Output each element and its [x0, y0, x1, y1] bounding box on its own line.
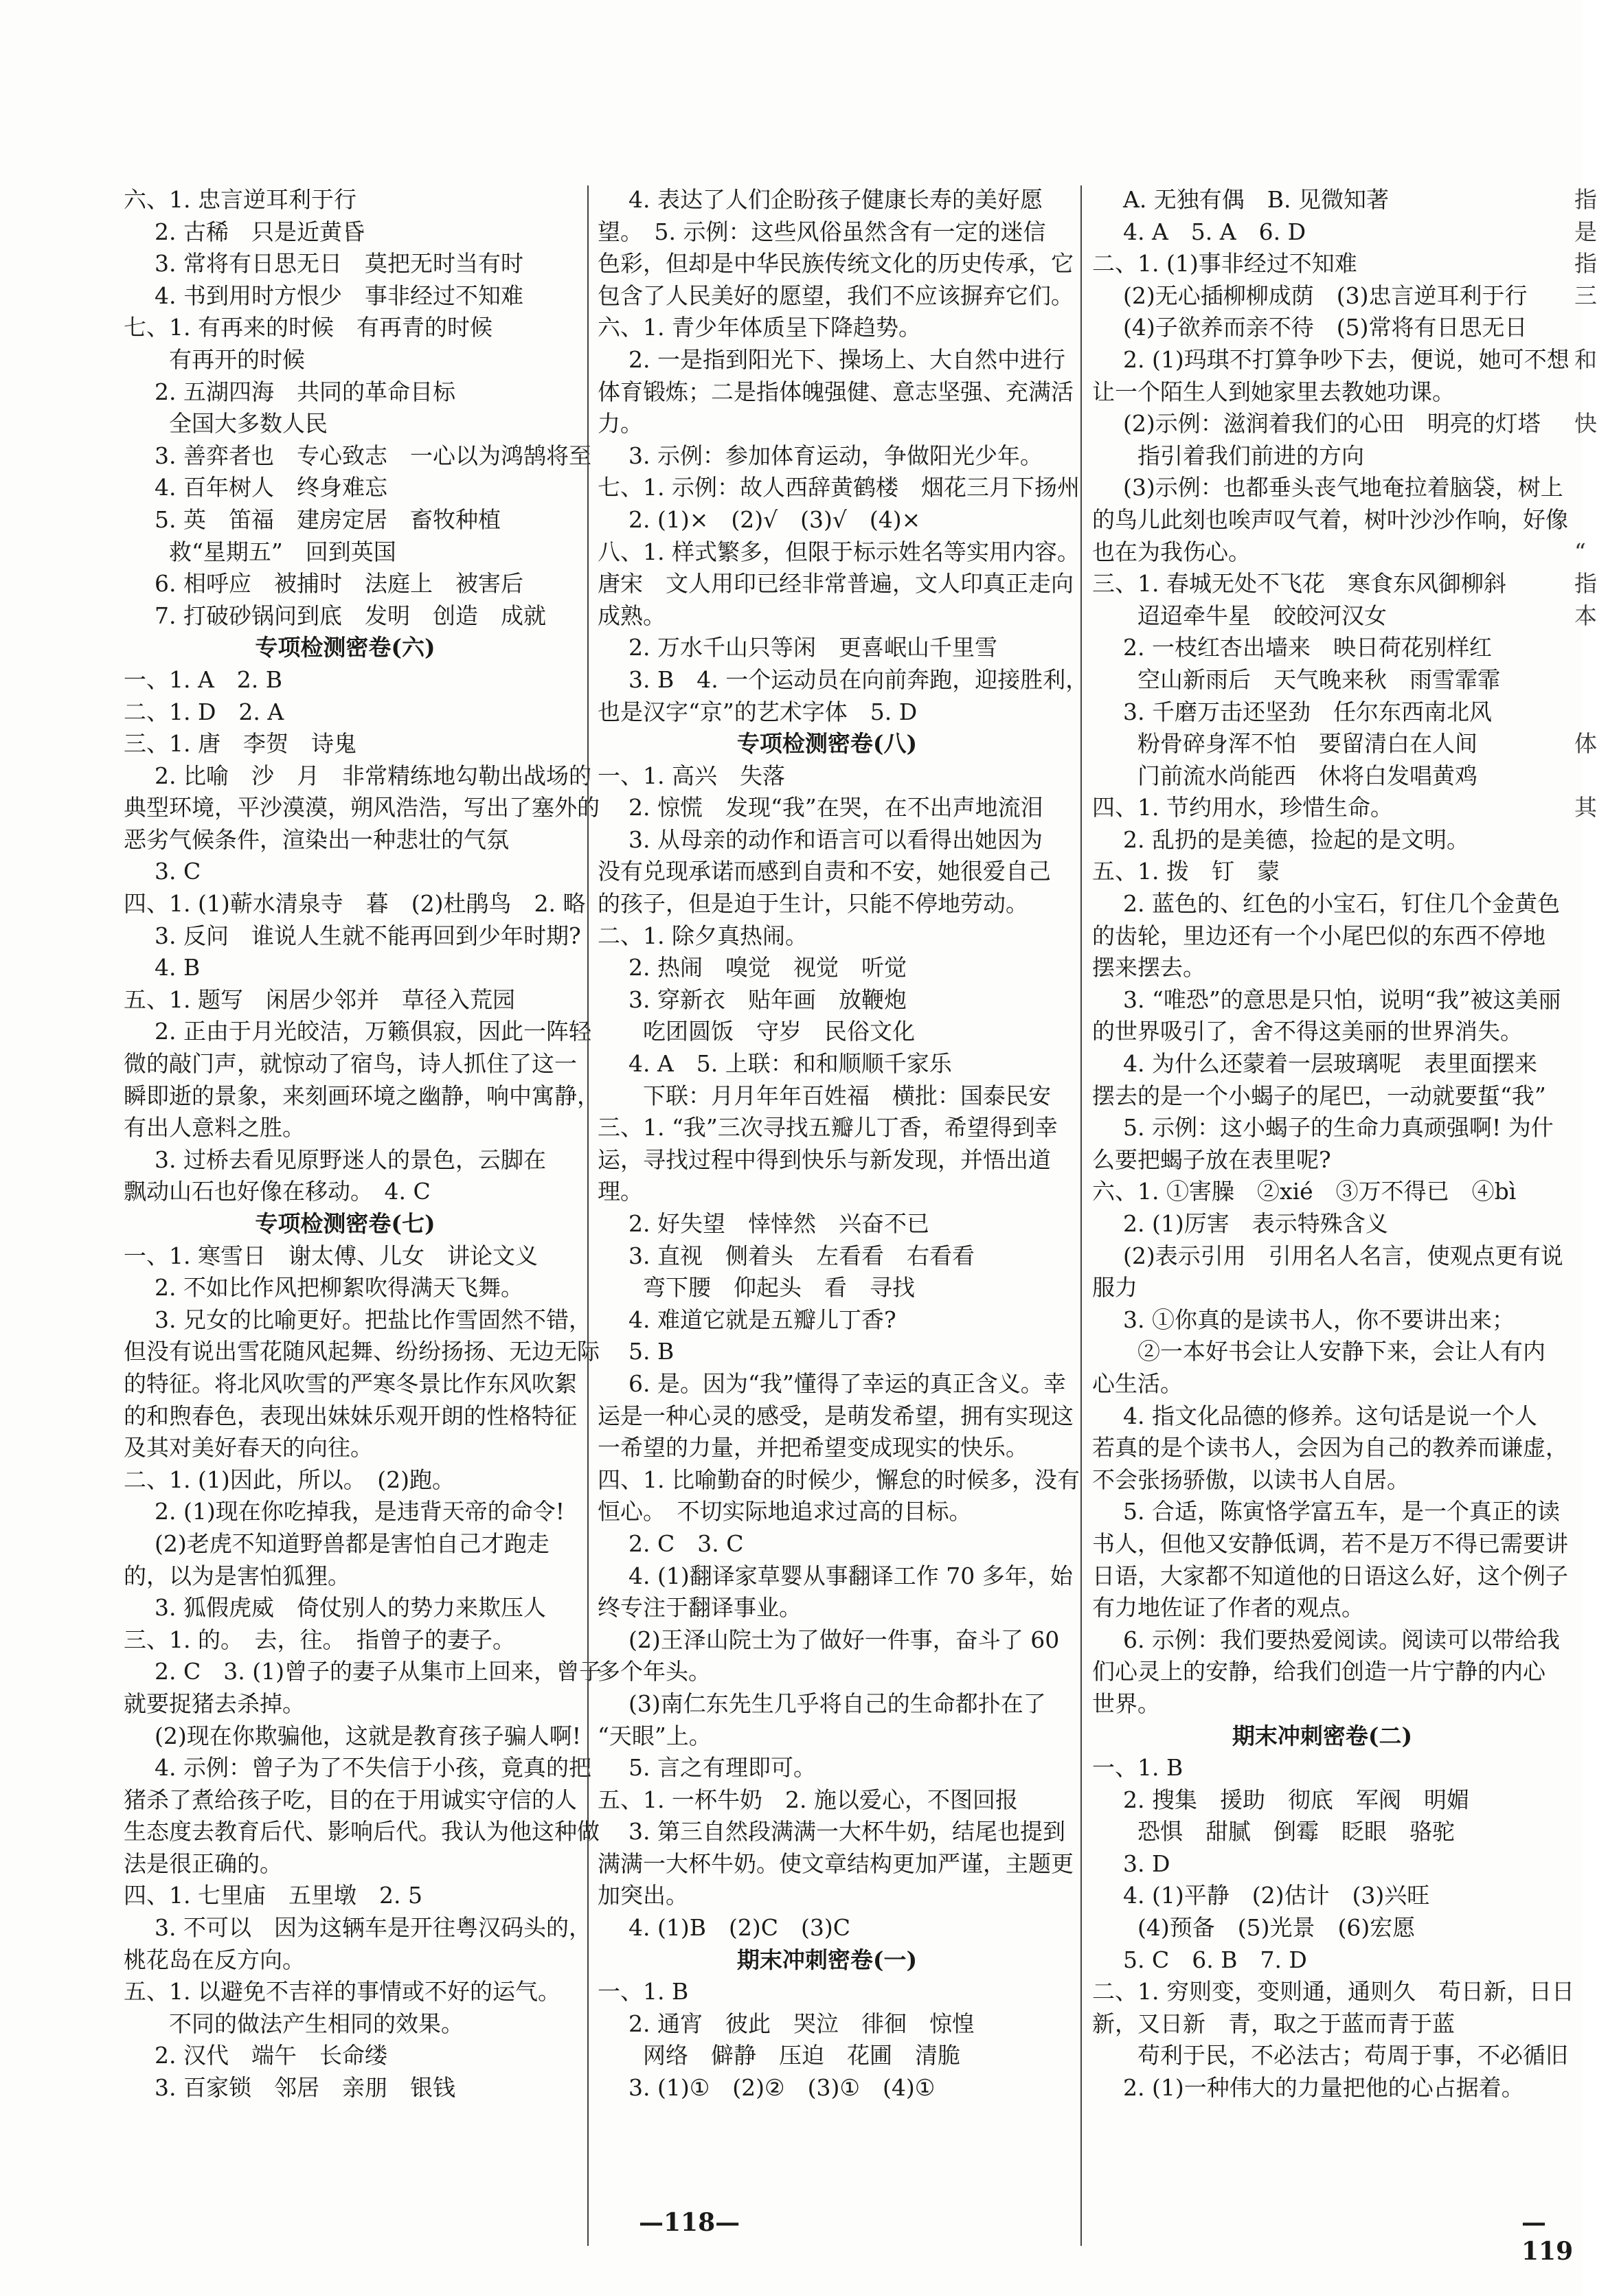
answer-line: 四、1. (1)蕲水清泉寺 暮 (2)杜鹃鸟 2. 略 — [124, 890, 586, 918]
answer-line: (2)无心插柳柳成荫 (3)忠言逆耳利于行 — [1123, 282, 1528, 309]
answer-line: 也在为我伤心。 — [1092, 538, 1251, 565]
answer-line: 五、1. 拨 钉 蒙 — [1092, 858, 1280, 885]
answer-line: 包含了人民美好的愿望，我们不应该摒弃它们。 — [598, 282, 1074, 309]
answer-line: 2. 一是指到阳光下、操场上、大自然中进行 — [628, 345, 1065, 373]
answer-line: 6. 相呼应 被捕时 法庭上 被害后 — [155, 570, 523, 598]
answer-line: 3. B 4. 一个运动员在向前奔跑，迎接胜利， — [628, 666, 1089, 693]
edge-glyph — [1574, 472, 1583, 504]
answer-line: 4. A 5. 上联：和和顺顺千家乐 — [628, 1050, 952, 1078]
edge-glyph — [1574, 1720, 1583, 1753]
answer-line: 网络 僻静 压迫 花圃 清脆 — [643, 2042, 960, 2069]
answer-line: 4. A 5. A 6. D — [1123, 218, 1306, 245]
answer-line: 理。 — [598, 1178, 643, 1205]
answer-line: (2)现在你欺骗他，这就是教育孩子骗人啊! — [155, 1722, 582, 1749]
answer-line: 心生活。 — [1092, 1369, 1183, 1397]
answer-line: 门前流水尚能西 休将白发唱黄鸡 — [1137, 762, 1477, 789]
column-1 — [124, 184, 602, 2104]
answer-line: ②一本好书会让人安静下来，会让人有内 — [1137, 1338, 1545, 1365]
answer-line: 的，以为是害怕狐狸。 — [124, 1562, 350, 1589]
edge-glyph — [1574, 1912, 1583, 1944]
answer-line: 3. 直视 侧着头 左看看 右看看 — [628, 1242, 975, 1269]
answer-line: 三、1. 春城无处不飞花 寒食东风御柳斜 — [1092, 570, 1506, 598]
answer-line: (2)王泽山院士为了做好一件事，奋斗了 60 — [628, 1626, 1060, 1653]
edge-glyph — [1574, 920, 1583, 953]
edge-glyph — [1574, 2104, 1583, 2137]
answer-line: 运，寻找过程中得到快乐与新发现，并悟出道 — [598, 1146, 1051, 1173]
answer-line: 3. 兄女的比喻更好。把盐比作雪固然不错， — [155, 1306, 591, 1333]
answer-line: 5. C 6. B 7. D — [1123, 1946, 1307, 1973]
edge-glyph — [1574, 856, 1583, 888]
answer-line: 六、1. 青少年体质呈下降趋势。 — [598, 314, 921, 341]
answer-line: 的鸟儿此刻也唉声叹气着，树叶沙沙作响，好像 — [1092, 505, 1568, 533]
answer-line: 2. 五湖四海 共同的革命目标 — [155, 378, 455, 405]
answer-line: 猪杀了煮给孩子吃，目的在于用诚实守信的人 — [124, 1786, 577, 1813]
answer-line: 一、1. 寒雪日 谢太傅、儿女 讲论文义 — [124, 1242, 538, 1269]
answer-line: 苟利于民，不必法古；苟周于事，不必循旧 — [1137, 2042, 1568, 2069]
edge-glyph — [1574, 1240, 1583, 1273]
edge-glyph: 和 — [1574, 345, 1597, 373]
answer-line: 2. (1)一种伟大的力量把他的心占据着。 — [1123, 2074, 1524, 2102]
answer-line: 4. (1)翻译家草婴从事翻译工作 70 多年，始 — [628, 1562, 1073, 1589]
answer-line: 2. 好失望 悻悻然 兴奋不已 — [628, 1210, 929, 1237]
edge-glyph — [1574, 1336, 1583, 1368]
answer-line: 二、1. D 2. A — [124, 698, 284, 725]
answer-line: 3. 百家锁 邻居 亲朋 银钱 — [155, 2074, 455, 2102]
answer-line: 飘动山石也好像在移动。 4. C — [124, 1178, 431, 1205]
answer-line: 书人，但他又安静低调，若不是万不得已需要讲 — [1092, 1530, 1568, 1557]
answer-line: 么要把蝎子放在表里呢? — [1092, 1146, 1331, 1173]
answer-line: 恶劣气候条件，渲染出一种悲壮的气氛 — [124, 826, 509, 853]
answer-line: 6. 是。因为“我”懂得了幸运的真正含义。幸 — [628, 1369, 1066, 1397]
edge-glyph — [1574, 1368, 1583, 1400]
answer-line: 3. 从母亲的动作和语言可以看得出她因为 — [628, 826, 1043, 853]
edge-glyph — [1574, 1496, 1583, 1528]
answer-line: 3. 善弈者也 专心致志 一心以为鸿鹄将至 — [155, 442, 591, 469]
answer-line: 3. C — [155, 858, 201, 885]
answer-line: 加突出。 — [598, 1882, 688, 1909]
edge-glyph: 指 — [1574, 186, 1597, 213]
edge-glyph: 是 — [1574, 218, 1597, 245]
edge-glyph — [1574, 1848, 1583, 1880]
edge-glyph — [1574, 2168, 1583, 2201]
answer-line: (2)表示引用 引用名人名言，使观点更有说 — [1123, 1242, 1563, 1269]
edge-glyph: 指 — [1574, 250, 1597, 277]
answer-line: 们心灵上的安静，给我们创造一片宁静的内心 — [1092, 1658, 1545, 1685]
answer-line: 也是汉字“京”的艺术字体 5. D — [598, 698, 918, 725]
answer-line: 2. 不如比作风把柳絮吹得满天飞舞。 — [155, 1274, 523, 1302]
answer-line: 3. 不可以 因为这辆车是开往粤汉码头的， — [155, 1914, 591, 1942]
answer-line: 一、1. B — [598, 1978, 689, 2005]
answer-line: 的孩子，但是迫于生计，只能不停地劳动。 — [598, 890, 1028, 918]
answer-line: 的和煦春色，表现出妹妹乐观开朗的性格特征 — [124, 1402, 577, 1429]
edge-glyph: 快 — [1574, 410, 1597, 437]
answer-line: 六、1. 忠言逆耳利于行 — [124, 186, 356, 213]
answer-line: 的世界吸引了，舍不得这美丽的世界消失。 — [1092, 1018, 1523, 1045]
column-2 — [598, 184, 1089, 2104]
answer-line: 色彩，但却是中华民族传统文化的历史传承，它 — [598, 250, 1074, 277]
answer-line: 二、1. (1)事非经过不知难 — [1092, 250, 1357, 277]
answer-line: 若真的是个读书人，会因为自己的教养而谦虚， — [1092, 1434, 1568, 1462]
answer-line: 一、1. B — [1092, 1754, 1183, 1782]
section-heading: 期末冲刺密卷(一) — [736, 1946, 918, 1973]
answer-line: (4)子欲养而亲不待 (5)常将有日思无日 — [1123, 314, 1528, 341]
edge-glyph — [1574, 1944, 1583, 1977]
edge-glyph — [1574, 1656, 1583, 1688]
edge-glyph — [1574, 376, 1583, 409]
answer-line: 二、1. 穷则变，变则通，通则久 苟日新，日日 — [1092, 1978, 1574, 2005]
edge-glyph — [1574, 1464, 1583, 1497]
edge-glyph — [1574, 312, 1583, 344]
answer-line: 有再开的时候 — [169, 345, 305, 373]
answer-line: 不同的做法产生相同的效果。 — [169, 2010, 464, 2037]
answer-line: 4. 指文化品德的修养。这句话是说一个人 — [1123, 1402, 1537, 1429]
answer-line: 没有兑现承诺而感到自责和不安，她很爱自己 — [598, 858, 1051, 885]
answer-line: 日语，大家都不知道他的日语这么好，这个例子 — [1092, 1562, 1568, 1589]
edge-glyph — [1574, 1784, 1583, 1817]
answer-line: 三、1. 的。 去，往。 指曾子的妻子。 — [124, 1626, 515, 1653]
edge-glyph: 体 — [1574, 730, 1597, 758]
answer-line: 及其对美好春天的向往。 — [124, 1434, 373, 1462]
edge-glyph — [1574, 2040, 1583, 2072]
answer-line: 4. 为什么还蒙着一层玻璃呢 表里面摆来 — [1123, 1050, 1537, 1078]
answer-line: 力。 — [598, 410, 643, 437]
answer-line: 2. 一枝红杏出墙来 映日荷花别样红 — [1123, 634, 1492, 661]
edge-glyph — [1574, 1304, 1583, 1337]
answer-line: 2. (1)× (2)√ (3)√ (4)× — [628, 505, 921, 533]
answer-line: 典型环境，平沙漠漠，朔风浩浩，写出了塞外的 — [124, 794, 600, 821]
answer-line: 3. 示例：参加体育运动，争做阳光少年。 — [628, 442, 1043, 469]
section-heading: 专项检测密卷(七) — [255, 1210, 435, 1237]
answer-line: 2. 热闹 嗅觉 视觉 听觉 — [628, 954, 907, 981]
answer-line: 4. B — [155, 954, 201, 981]
edge-glyph — [1574, 2072, 1583, 2104]
answer-line: 恒心。 不切实际地追求过高的目标。 — [598, 1498, 972, 1525]
answer-line: 迢迢牵牛星 皎皎河汉女 — [1137, 602, 1387, 629]
edge-glyph — [1574, 760, 1583, 793]
answer-line: 微的敲门声，就惊动了宿鸟，诗人抓住了这一 — [124, 1050, 577, 1078]
answer-line: 4. 书到用时方恨少 事非经过不知难 — [155, 282, 523, 309]
answer-line: (3)示例：也都垂头丧气地奄拉着脑袋，树上 — [1123, 474, 1563, 501]
answer-line: 2. 搜集 援助 彻底 军阀 明媚 — [1123, 1786, 1469, 1813]
answer-line: 4. (1)平静 (2)估计 (3)兴旺 — [1123, 1882, 1430, 1909]
edge-glyph — [1574, 440, 1583, 473]
edge-glyph — [1574, 2008, 1583, 2041]
answer-line: 2. (1)玛琪不打算争吵下去，便说，她可不想 — [1123, 345, 1570, 373]
answer-line: 体育锻炼；二是指体魄强健、意志坚强、充满活 — [598, 378, 1074, 405]
answer-line: 有出人意料之胜。 — [124, 1114, 305, 1141]
edge-glyph — [1574, 888, 1583, 920]
answer-line: 4. 难道它就是五瓣儿丁香? — [628, 1306, 896, 1333]
answer-line: 法是很正确的。 — [124, 1850, 282, 1877]
edge-glyph — [1574, 1880, 1583, 1912]
section-heading: 期末冲刺密卷(二) — [1232, 1722, 1413, 1749]
answer-line: 生态度去教育后代、影响后代。我认为他这种做 — [124, 1818, 600, 1845]
answer-line: 瞬即逝的景象，来刻画环境之幽静，响中寓静， — [124, 1082, 600, 1109]
answer-line: 3. 千磨万击还坚劲 任尔东西南北风 — [1123, 698, 1492, 725]
answer-line: 四、1. 比喻勤奋的时候少，懈怠的时候多，没有 — [598, 1466, 1080, 1493]
answer-line: 5. 合适，陈寅恪学富五车，是一个真正的读 — [1123, 1498, 1560, 1525]
edge-glyph — [1574, 1624, 1583, 1657]
edge-glyph — [1574, 1144, 1583, 1177]
edge-glyph: 本 — [1574, 602, 1597, 629]
answer-line: A. 无独有偶 B. 见微知著 — [1123, 186, 1390, 213]
answer-line: 成熟。 — [598, 602, 666, 629]
answer-line: 六、1. ①害臊 ②xié ③万不得已 ④bì — [1092, 1178, 1517, 1205]
answer-line: 服力 — [1092, 1274, 1137, 1302]
answer-line: 二、1. 除夕真热闹。 — [598, 922, 808, 949]
answer-line: 摆去的是一个小蝎子的尾巴，一动就要蜇“我” — [1092, 1082, 1546, 1109]
edge-glyph — [1574, 824, 1583, 856]
answer-line: 2. 通宵 彼此 哭泣 徘徊 惊惶 — [628, 2010, 975, 2037]
edge-glyph — [1574, 984, 1583, 1016]
column-divider — [1080, 185, 1082, 2246]
edge-glyph — [1574, 2136, 1583, 2168]
edge-glyph — [1574, 952, 1583, 984]
answer-line: 恐惧 甜腻 倒霉 眨眼 骆驼 — [1137, 1818, 1455, 1845]
answer-line: 3. 穿新衣 贴年画 放鞭炮 — [628, 986, 907, 1013]
answer-line: 四、1. 节约用水，珍惜生命。 — [1092, 794, 1393, 821]
answer-line: 4. 表达了人们企盼孩子健康长寿的美好愿 — [628, 186, 1043, 213]
edge-glyph — [1574, 1048, 1583, 1080]
edge-glyph: 指 — [1574, 570, 1597, 598]
answer-line: 的齿轮，里边还有一个小尾巴似的东西不停地 — [1092, 922, 1545, 949]
answer-line: 三、1. “我”三次寻找五瓣儿丁香，希望得到幸 — [598, 1114, 1058, 1141]
answer-line: 3. “唯恐”的意思是只怕，说明“我”被这美丽 — [1123, 986, 1561, 1013]
answer-line: 全国大多数人民 — [169, 410, 328, 437]
answer-line: 有力地佐证了作者的观点。 — [1092, 1594, 1364, 1622]
answer-line: 指引着我们前进的方向 — [1137, 442, 1364, 469]
edge-glyph — [1574, 1752, 1583, 1784]
answer-line: 2. C 3. C — [628, 1530, 744, 1557]
edge-glyph — [1574, 504, 1583, 536]
answer-line: 终专注于翻译事业。 — [598, 1594, 802, 1622]
answer-line: 多个年头。 — [598, 1658, 711, 1685]
edge-glyph — [1574, 1080, 1583, 1113]
answer-line: 四、1. 七里庙 五里墩 2. 5 — [124, 1882, 422, 1909]
answer-line: 的特征。将北风吹雪的严寒冬景比作东风吹絮 — [124, 1369, 577, 1397]
answer-line: 七、1. 有再来的时候 有再青的时候 — [124, 314, 492, 341]
answer-line: 5. 言之有理即可。 — [628, 1754, 816, 1782]
answer-line: 2. 万水千山只等闲 更喜岷山千里雪 — [628, 634, 997, 661]
section-heading: 专项检测密卷(八) — [736, 730, 918, 758]
edge-glyph — [1574, 1176, 1583, 1208]
answer-line: (3)南仁东先生几乎将自己的生命都扑在了 — [628, 1690, 1046, 1717]
answer-line: 3. D — [1123, 1850, 1170, 1877]
answer-line: 3. 第三自然段满满一大杯牛奶，结尾也提到 — [628, 1818, 1065, 1845]
answer-line: 桃花岛在反方向。 — [124, 1946, 305, 1973]
answer-line: 4. 百年树人 终身难忘 — [155, 474, 387, 501]
answer-line: 但没有说出雪花随风起舞、纷纷扬扬、无边无际 — [124, 1338, 600, 1365]
answer-line: 救“星期五” 回到英国 — [169, 538, 396, 565]
answer-line: 望。 5. 示例：这些风俗虽然含有一定的迷信 — [598, 218, 1046, 245]
answer-line: 5. 示例：这小蝎子的生命力真顽强啊! 为什 — [1123, 1114, 1554, 1141]
answer-line: 粉骨碎身浑不怕 要留清白在人间 — [1137, 730, 1477, 758]
edge-glyph: “ — [1574, 538, 1586, 565]
answer-line: 一希望的力量，并把希望变成现实的快乐。 — [598, 1434, 1028, 1462]
column-divider — [587, 185, 589, 2246]
answer-line: 空山新雨后 天气晚来秋 雨雪霏霏 — [1137, 666, 1500, 693]
answer-line: 就要捉猪去杀掉。 — [124, 1690, 305, 1717]
answer-line: (2)示例：滋润着我们的心田 明亮的灯塔 — [1123, 410, 1541, 437]
answer-line: 3. ①你真的是读书人，你不要讲出来； — [1123, 1306, 1515, 1333]
answer-line: 一、1. A 2. B — [124, 666, 283, 693]
answer-line: 吃团圆饭 守岁 民俗文化 — [643, 1018, 915, 1045]
answer-line: 五、1. 题写 闲居少邻并 草径入荒园 — [124, 986, 515, 1013]
edge-glyph — [1574, 1432, 1583, 1464]
answer-line: 5. B — [628, 1338, 675, 1365]
answer-line: 下联：月月年年百姓福 横批：国泰民安 — [643, 1082, 1051, 1109]
edge-glyph — [1574, 1528, 1583, 1560]
edge-glyph — [1574, 1016, 1583, 1048]
edge-glyph — [1574, 1560, 1583, 1593]
answer-line: 摆来摆去。 — [1092, 954, 1205, 981]
answer-line: 2. 古稀 只是近黄昏 — [155, 218, 365, 245]
edge-glyph: 其 — [1574, 794, 1597, 821]
answer-line: “天眼”上。 — [598, 1722, 712, 1749]
answer-line: 2. (1)现在你吃掉我，是违背天帝的命令! — [155, 1498, 565, 1525]
answer-line: 一、1. 高兴 失落 — [598, 762, 785, 789]
answer-line: (2)老虎不知道野兽都是害怕自己才跑走 — [155, 1530, 550, 1557]
edge-glyph — [1574, 1272, 1583, 1304]
answer-line: 不会张扬骄傲，以读书人自居。 — [1092, 1466, 1409, 1493]
answer-line: 八、1. 样式繁多，但限于标示姓名等实用内容。 — [598, 538, 1080, 565]
answer-line: 五、1. 以避免不吉祥的事情或不好的运气。 — [124, 1978, 560, 2005]
edge-glyph — [1574, 1112, 1583, 1144]
answer-line: 4. 示例：曾子为了不失信于小孩，竟真的把 — [155, 1754, 591, 1782]
answer-line: 2. 正由于月光皎洁，万籁俱寂，因此一阵轻 — [155, 1018, 591, 1045]
edge-glyph — [1574, 664, 1583, 696]
answer-line: 6. 示例：我们要热爱阅读。阅读可以带给我 — [1123, 1626, 1560, 1653]
answer-line: 2. 惊慌 发现“我”在哭，在不出声地流泪 — [628, 794, 1043, 821]
next-page-edge-text — [1574, 184, 1597, 2176]
answer-line: 2. (1)厉害 表示特殊含义 — [1123, 1210, 1388, 1237]
answer-line: 七、1. 示例：故人西辞黄鹤楼 烟花三月下扬州 — [598, 474, 1080, 501]
edge-glyph — [1574, 1400, 1583, 1433]
answer-line: 让一个陌生人到她家里去教她功课。 — [1092, 378, 1455, 405]
page-number-right: —119 — [1521, 2208, 1574, 2266]
page-number-left: —118— — [639, 2208, 740, 2237]
answer-line: 7. 打破砂锅问到底 发明 创造 成就 — [155, 602, 546, 629]
answer-line: 2. 蓝色的、红色的小宝石，钉住几个金黄色 — [1123, 890, 1560, 918]
answer-line: 2. C 3. (1)曾子的妻子从集市上回来，曾子 — [155, 1658, 602, 1685]
answer-line: 3. 反问 谁说人生就不能再回到少年时期? — [155, 922, 581, 949]
edge-glyph — [1574, 696, 1583, 729]
answer-line: 世界。 — [1092, 1690, 1160, 1717]
edge-glyph — [1574, 1592, 1583, 1624]
answer-line: 弯下腰 仰起头 看 寻找 — [643, 1274, 915, 1302]
edge-glyph — [1574, 1976, 1583, 2008]
answer-line: 3. 过桥去看见原野迷人的景色，云脚在 — [155, 1146, 546, 1173]
answer-line: 五、1. 一杯牛奶 2. 施以爱心，不图回报 — [598, 1786, 1018, 1813]
edge-glyph — [1574, 1208, 1583, 1240]
answer-line: 4. (1)B (2)C (3)C — [628, 1914, 850, 1942]
answer-line: 3. 常将有日思无日 莫把无时当有时 — [155, 250, 523, 277]
answer-line: 满满一大杯牛奶。使文章结构更加严谨，主题更 — [598, 1850, 1074, 1877]
answer-line: 3. 狐假虎威 倚仗别人的势力来欺压人 — [155, 1594, 546, 1622]
edge-glyph: 三 — [1574, 282, 1597, 309]
answer-line: 3. (1)① (2)② (3)① (4)① — [628, 2074, 936, 2102]
answer-line: 唐宋 文人用印已经非常普遍，文人印真正走向 — [598, 570, 1074, 598]
edge-glyph — [1574, 1688, 1583, 1720]
answer-line: 运是一种心灵的感受，是萌发希望，拥有实现这 — [598, 1402, 1074, 1429]
answer-line: 2. 乱扔的是美德，捡起的是文明。 — [1123, 826, 1469, 853]
answer-line: 2. 汉代 端午 长命缕 — [155, 2042, 387, 2069]
answer-line: 2. 比喻 沙 月 非常精练地勾勒出战场的 — [155, 762, 591, 789]
column-3 — [1092, 184, 1574, 2104]
answer-line: 新，又日新 青，取之于蓝而青于蓝 — [1092, 2010, 1455, 2037]
answer-line: 三、1. 唐 李贺 诗鬼 — [124, 730, 356, 758]
edge-glyph — [1574, 632, 1583, 664]
answer-line: 5. 英 笛福 建房定居 畜牧种植 — [155, 505, 501, 533]
section-heading: 专项检测密卷(六) — [255, 634, 435, 661]
answer-line: (4)预备 (5)光景 (6)宏愿 — [1137, 1914, 1416, 1942]
answer-line: 二、1. (1)因此，所以。 (2)跑。 — [124, 1466, 455, 1493]
edge-glyph — [1574, 1816, 1583, 1848]
